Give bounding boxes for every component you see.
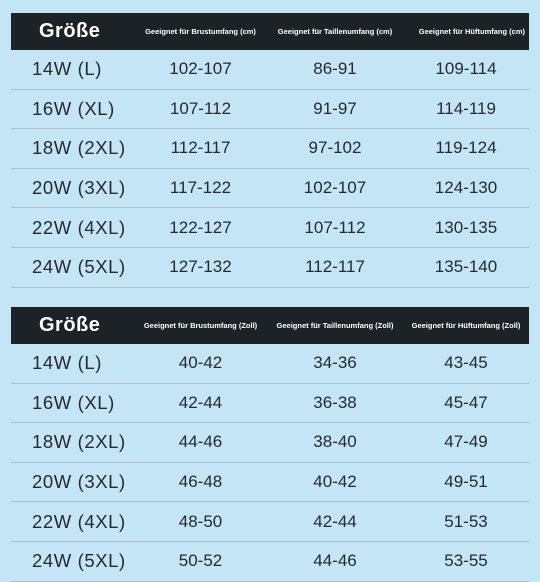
cell-hip: 45-47 <box>444 392 488 412</box>
table-row <box>11 248 529 288</box>
cell-hip: 47-49 <box>444 432 488 452</box>
table-row <box>11 344 529 384</box>
table-row <box>11 463 529 503</box>
header-size: Größe <box>39 314 101 336</box>
header-hip: Geeignet für Hüftumfang (cm) <box>418 27 525 36</box>
cell-size: 18W (2XL) <box>32 137 126 159</box>
header-waist: Geeignet für Taillenumfang (cm) <box>277 27 393 36</box>
cell-size: 22W (4XL) <box>32 216 126 238</box>
table-row <box>11 384 529 424</box>
header-hip: Geeignet für Hüftumfang (Zoll) <box>411 321 521 330</box>
table-row <box>11 542 529 582</box>
cell-waist: 44-46 <box>313 551 357 571</box>
header-bust: Geeignet für Brustumfang (cm) <box>145 27 256 36</box>
size-table-cm <box>11 13 529 288</box>
cell-bust: 112-117 <box>170 138 231 158</box>
cell-size: 24W (5XL) <box>32 256 126 278</box>
cell-bust: 102-107 <box>169 59 232 79</box>
header-size: Größe <box>39 20 101 42</box>
cell-bust: 42-44 <box>178 392 223 412</box>
table-row <box>11 423 529 463</box>
cell-hip: 43-45 <box>444 353 488 373</box>
table-header <box>11 307 529 344</box>
cell-hip: 49-51 <box>444 472 488 492</box>
cell-bust: 107-112 <box>169 98 232 118</box>
cell-waist: 112-117 <box>305 257 365 277</box>
cell-bust: 40-42 <box>178 353 223 373</box>
table-row <box>11 129 529 169</box>
cell-size: 22W (4XL) <box>32 510 126 532</box>
cell-hip: 135-140 <box>434 257 498 277</box>
cell-waist: 38-40 <box>313 432 357 452</box>
table-row <box>11 502 529 542</box>
cell-bust: 50-52 <box>178 551 223 571</box>
cell-size: 20W (3XL) <box>32 471 126 493</box>
cell-size: 16W (XL) <box>32 391 115 413</box>
size-table-inch <box>11 307 529 582</box>
cell-waist: 91-97 <box>313 98 357 118</box>
table-header <box>11 13 529 50</box>
cell-size: 24W (5XL) <box>32 550 126 572</box>
header-waist: Geeignet für Taillenumfang (Zoll) <box>276 321 394 330</box>
cell-size: 18W (2XL) <box>32 431 126 453</box>
cell-waist: 97-102 <box>308 138 362 158</box>
cell-size: 20W (3XL) <box>32 177 126 199</box>
cell-size: 14W (L) <box>32 352 102 374</box>
cell-bust: 122-127 <box>169 217 232 237</box>
cell-waist: 86-91 <box>313 59 357 79</box>
cell-hip: 114-119 <box>436 98 496 118</box>
cell-waist: 42-44 <box>313 511 357 531</box>
table-row <box>11 208 529 248</box>
cell-waist: 36-38 <box>313 392 357 412</box>
cell-hip: 109-114 <box>435 59 497 79</box>
cell-bust: 48-50 <box>178 511 223 531</box>
cell-hip: 119-124 <box>435 138 497 158</box>
cell-hip: 51-53 <box>444 511 488 531</box>
cell-waist: 107-112 <box>304 217 366 237</box>
cell-waist: 40-42 <box>313 472 357 492</box>
table-row <box>11 169 529 209</box>
cell-waist: 34-36 <box>313 353 357 373</box>
cell-size: 14W (L) <box>32 58 102 80</box>
cell-hip: 124-130 <box>434 178 498 198</box>
table-row <box>11 50 529 90</box>
table-body <box>11 344 529 582</box>
cell-bust: 127-132 <box>169 257 232 277</box>
header-bust: Geeignet für Brustumfang (Zoll) <box>143 321 258 330</box>
cell-size: 16W (XL) <box>32 97 115 119</box>
table-body <box>11 50 529 288</box>
cell-hip: 130-135 <box>434 217 498 237</box>
cell-waist: 102-107 <box>303 178 367 198</box>
table-row <box>11 90 529 130</box>
cell-bust: 46-48 <box>178 472 223 492</box>
cell-hip: 53-55 <box>444 551 488 571</box>
cell-bust: 44-46 <box>178 432 223 452</box>
cell-bust: 117-122 <box>169 178 232 198</box>
